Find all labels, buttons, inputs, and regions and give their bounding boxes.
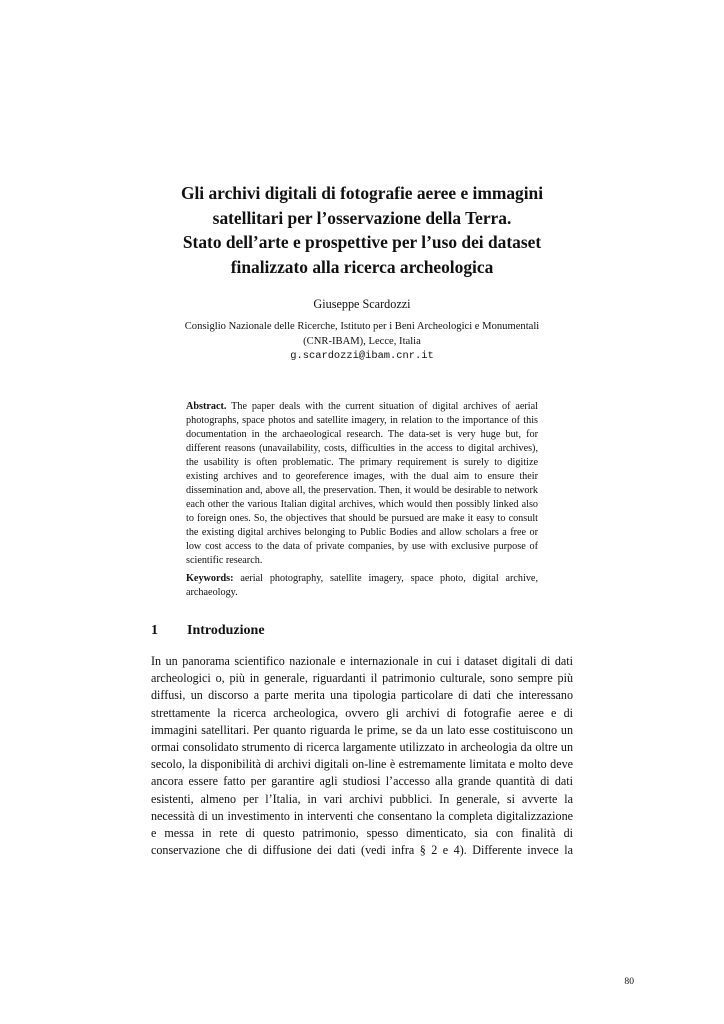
paper-title <box>150 181 574 279</box>
author-affiliation <box>150 320 574 364</box>
section-number: 1 <box>151 623 158 638</box>
title-line: Gli archivi digitali di fotografie aeree e immagini <box>180 183 544 203</box>
abstract <box>186 400 538 568</box>
title-line: satellitari per l’osservazione della Terra. <box>212 207 512 228</box>
title-line: Stato dell’arte e prospettive per l’uso dei dataset <box>182 232 542 252</box>
body-paragraph: In un panorama scientifico nazionale e internazionale in cui i dataset digitali di dati archeologici o, più in generale, riguardanti il patrimonio culturale, sono sempre più diffusi, un discorso a parte merita una tipologia particolare di dati che interessano strettamente la ricerca archeologica, ovvero gli archivi di fotografie aeree e di immagini satellitari. Per quanto riguarda le prime, se da un lato esse costituiscono un ormai consolidato strumento di ricerca largamente utilizzato in archeologia da oltre un secolo, la disponibilità di archivi digitali on-line è estremamente limitata e molto deve ancora essere fatto per garantire agli studiosi l’accesso alla grande quantità di dati esistenti, almeno per l’Italia, in vari archivi pubblici. In generale, si avverte la necessità di un investimento in interventi che consentano la completa digitalizzazione e messa in rete di questo patrimonio, spesso dimenticato, sia con finalità di conservazione che di diffusione dei dati (vedi infra § 2 e 4). Differente invece la <box>151 654 573 858</box>
affiliation-line: Consiglio Nazionale delle Ricerche, Istituto per i Beni Archeologici e Monumentali <box>184 321 540 332</box>
affiliation-line: (CNR-IBAM), Lecce, Italia <box>303 335 421 347</box>
author-email: g.scardozzi@ibam.cnr.it <box>290 350 434 362</box>
page-number: 80 <box>624 976 634 987</box>
keywords-label: Keywords: <box>186 573 234 584</box>
abstract-label: Abstract. <box>186 401 227 412</box>
section-heading <box>151 622 265 640</box>
section-title: Introduzione <box>187 623 265 638</box>
keywords-text: aerial photography, satellite imagery, space photo, digital archive, archaeology. <box>186 573 539 598</box>
author-name: Giuseppe Scardozzi <box>313 297 411 311</box>
abstract-text: The paper deals with the current situation of digital archives of aerial photographs, space photos and satellite imagery, in relation to the importance of this documentation in the archaeological research. The data-set is very huge but, for different reasons (unavailability, costs, difficulties in the access to digital archives), the usability is often problematic. The primary requirement is surely to digitize existing archives and to georeference images, with the dual aim to ensure their dissemination and, above all, the preservation. Then, it would be desirable to network each other the various Italian digital archives, which would then possibly linked also to foreign ones. So, the objectives that should be pursued are make it easy to consult the existing digital archives belonging to Public Bodies and allow scholars a free or low cost access to the data of private companies, by use with exclusive purpose of scientific research. <box>186 401 538 566</box>
keywords <box>186 572 538 600</box>
title-line: finalizzato alla ricerca archeologica <box>230 256 494 277</box>
